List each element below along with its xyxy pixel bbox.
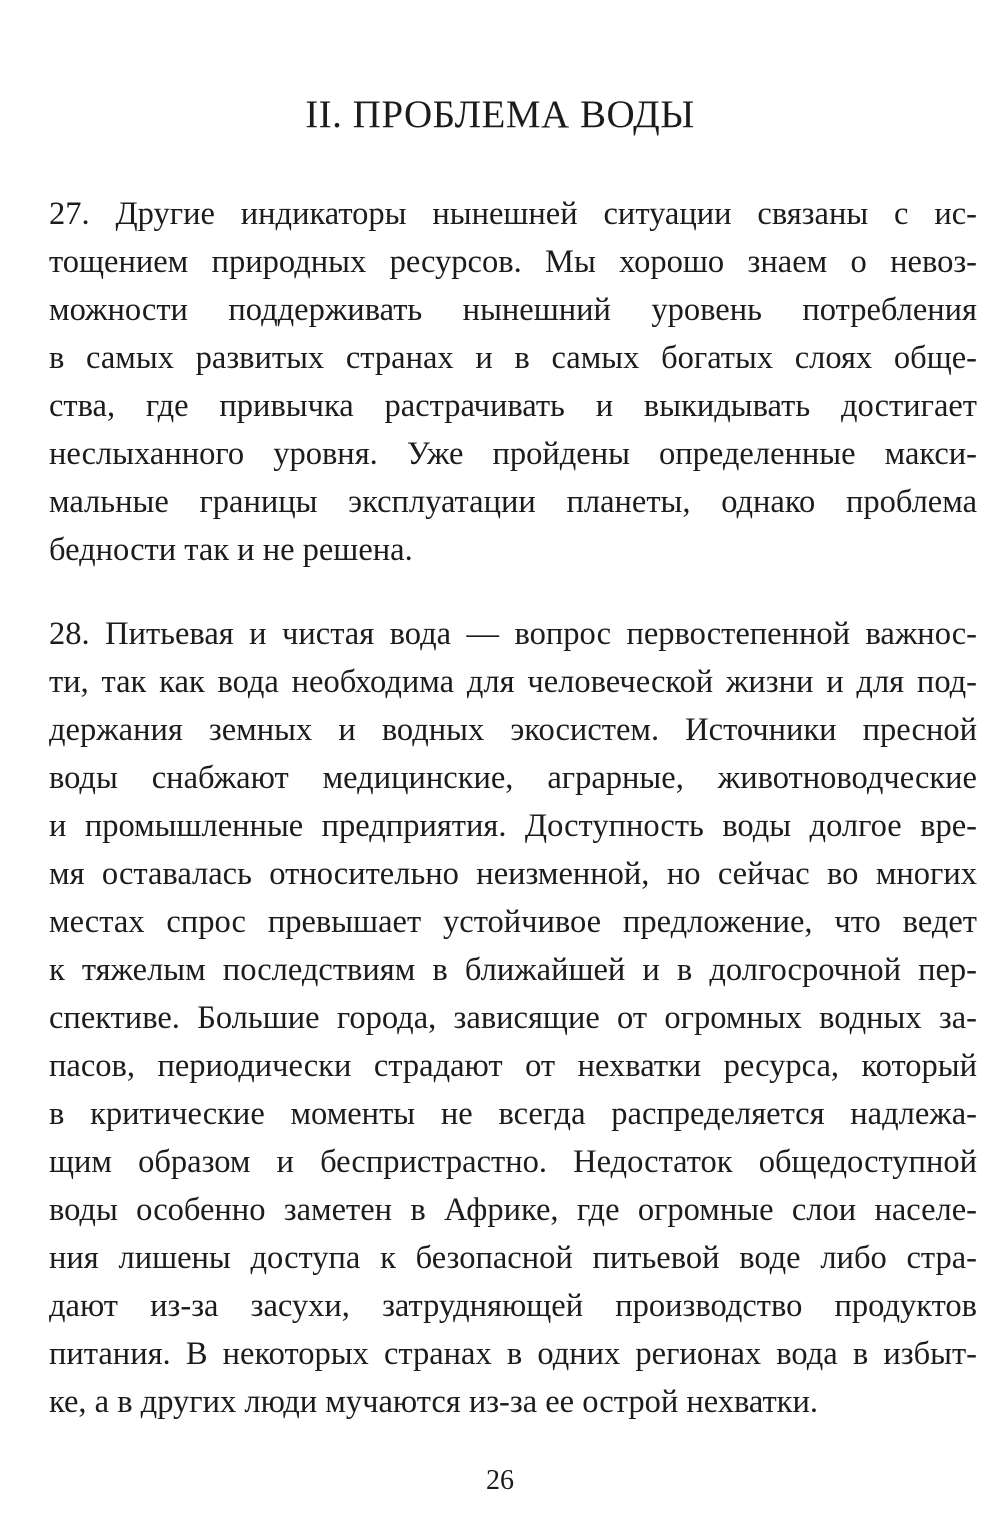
chapter-title: II. ПРОБЛЕМА ВОДЫ <box>305 93 695 136</box>
text-line: тощением природных ресурсов. Мы хорошо знаем о невоз- <box>49 244 977 280</box>
text-line: в самых развитых странах и в самых богатых слоях обще- <box>49 340 977 376</box>
text-line: держания земных и водных экосистем. Источники пресной <box>49 712 977 748</box>
text-line: пасов, периодически страдают от нехватки ресурса, который <box>49 1048 977 1084</box>
text-line: воды особенно заметен в Африке, где огромные слои населе- <box>49 1192 977 1228</box>
text-line: мальные границы эксплуатации планеты, однако проблема <box>49 484 977 520</box>
text-line: можности поддерживать нынешний уровень потребления <box>49 292 977 328</box>
page-number: 26 <box>486 1465 514 1496</box>
text-line: и промышленные предприятия. Доступность воды долгое вре- <box>49 808 977 844</box>
text-line: воды снабжают медицинские, аграрные, животноводческие <box>49 760 977 796</box>
text-line: мя оставалась относительно неизменной, но сейчас во многих <box>49 856 977 892</box>
text-line: ти, так как вода необходима для человеческой жизни и для под- <box>49 664 977 700</box>
text-line: ке, а в других люди мучаются из-за ее острой нехватки. <box>49 1384 818 1420</box>
text-line: неслыханного уровня. Уже пройдены определенные макси- <box>49 436 977 472</box>
text-line: 28. Питьевая и чистая вода — вопрос первостепенной важнос- <box>49 616 977 652</box>
text-line: бедности так и не решена. <box>49 532 413 568</box>
text-line: питания. В некоторых странах в одних регионах вода в избыт- <box>49 1336 977 1372</box>
text-line: дают из-за засухи, затрудняющей производство продуктов <box>49 1288 977 1324</box>
text-line: ства, где привычка растрачивать и выкидывать достигает <box>49 388 977 424</box>
text-line: щим образом и беспристрастно. Недостаток общедоступной <box>49 1144 977 1180</box>
text-line: 27. Другие индикаторы нынешней ситуации связаны с ис- <box>49 196 977 232</box>
text-line: ния лишены доступа к безопасной питьевой воде либо стра- <box>49 1240 977 1276</box>
text-line: местах спрос превышает устойчивое предложение, что ведет <box>49 904 977 940</box>
text-line: к тяжелым последствиям в ближайшей и в долгосрочной пер- <box>49 952 977 988</box>
text-line: спективе. Большие города, зависящие от огромных водных за- <box>49 1000 977 1036</box>
text-line: в критические моменты не всегда распределяется надлежа- <box>49 1096 977 1132</box>
